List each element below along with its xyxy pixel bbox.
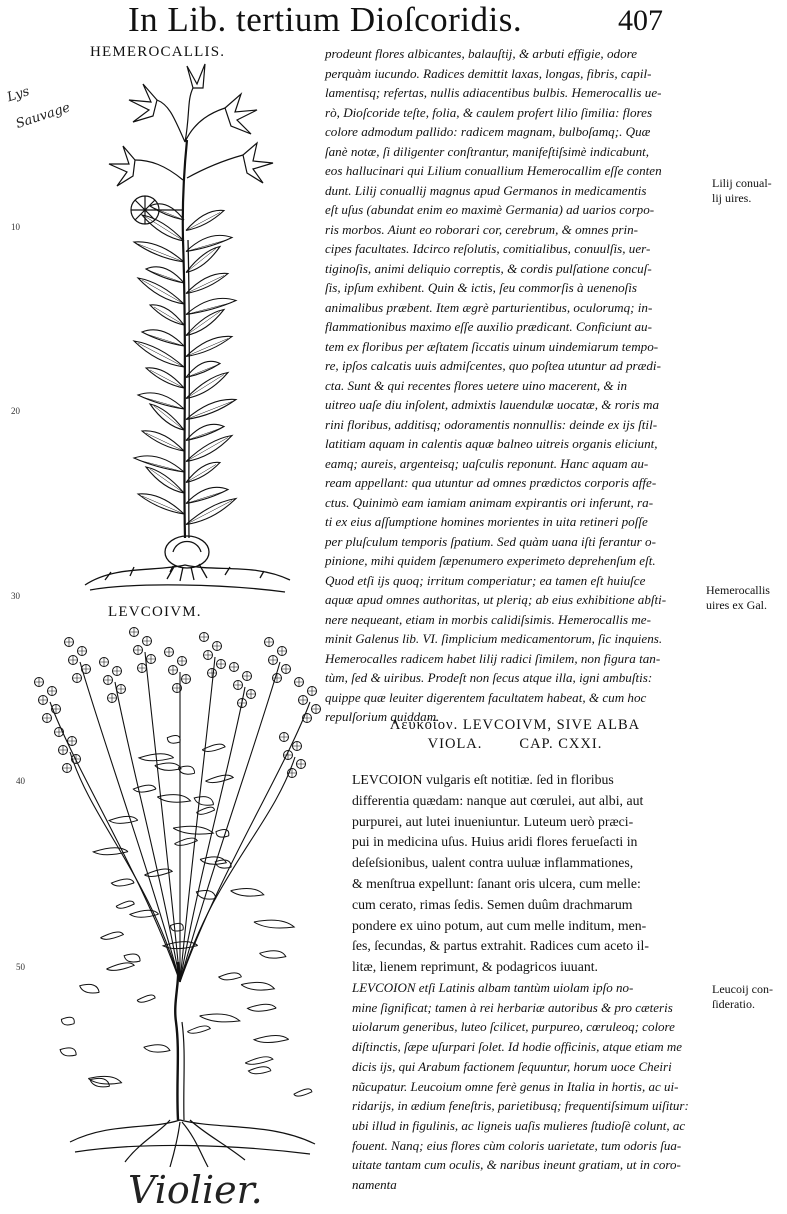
leaf bbox=[206, 775, 234, 782]
leaf bbox=[137, 995, 155, 1002]
flower-petal bbox=[130, 628, 138, 636]
leucoium-commentary: LEVCOION etſi Latinis albam tantùm uiolam ipſo no- mine ſignificat; tamen à rei herbariæ autoribus & pro cæteris uiolarum generibus, luteo ſcilicet, purpureo, cœruleoq; colore diſtinctis, ſæpe uſurpari ſolet. Id hodie officinis, atque etiam me dicis ijs, qui Arabum factionem ſequuntur, horum uoce Cheiri nũcupatur. Leucoium omne ferè genus in Italia in hortis, ac ui- ridarijs, in ædium feneſtris, parietibusq; frequentiſsimum uiſitur: ubi illud in figulinis, ac ligneis uaſis mulieres ſtudioſè colunt, ac fouent. Nanq; eius flores cùm coloris uarietate, tum odoris ſua- uitate tantam cum oculis, & naribus ineunt gratiam, ut in coro- namenta bbox=[352, 980, 689, 1193]
leaf bbox=[167, 736, 180, 744]
chapter-heading-line1: Λευκόϊον. LEVCOIVM, SIVE ALBA bbox=[389, 717, 641, 733]
flower-petal bbox=[312, 705, 320, 713]
leaf bbox=[60, 1048, 76, 1056]
flower-petal bbox=[213, 642, 221, 650]
figure-caption-hemerocallis: HEMEROCALLIS. bbox=[90, 44, 226, 60]
flower-petal bbox=[48, 687, 56, 695]
leaf bbox=[186, 361, 220, 377]
leaf-vein bbox=[186, 438, 228, 462]
flower-petal bbox=[35, 678, 43, 686]
leaf bbox=[133, 785, 156, 792]
leaf bbox=[61, 1017, 74, 1025]
leaf-vein bbox=[186, 312, 220, 336]
leaf bbox=[186, 487, 228, 503]
chapter-heading-line2: VIOLA. CAP. CXXI. bbox=[427, 736, 603, 752]
flower-petal bbox=[63, 764, 71, 772]
flower-petal bbox=[247, 690, 255, 698]
flower-petal bbox=[297, 760, 305, 768]
leaf bbox=[186, 424, 224, 440]
leaf bbox=[254, 1036, 289, 1043]
flower-petal bbox=[308, 687, 316, 695]
leaf-vein bbox=[154, 406, 184, 430]
leaf bbox=[111, 879, 134, 886]
line-number: 20 bbox=[11, 406, 20, 416]
flower-petal bbox=[295, 678, 303, 686]
leaf bbox=[171, 923, 184, 931]
flower-petal bbox=[134, 646, 142, 654]
leaf bbox=[101, 932, 124, 939]
leaf bbox=[157, 795, 190, 803]
leaf-vein bbox=[186, 249, 216, 273]
flower-petal bbox=[147, 655, 155, 663]
leaf bbox=[248, 1067, 271, 1074]
line-number: 50 bbox=[16, 962, 25, 972]
flower-petal bbox=[282, 665, 290, 673]
leaf bbox=[294, 1089, 312, 1096]
flower-petal bbox=[73, 674, 81, 682]
flower-petal bbox=[52, 705, 60, 713]
leaf bbox=[186, 235, 232, 251]
flower-petal bbox=[165, 648, 173, 656]
stem bbox=[180, 757, 295, 982]
flower-petal bbox=[230, 663, 238, 671]
flower-petal bbox=[238, 699, 246, 707]
leaf bbox=[173, 826, 213, 834]
leaf-vein bbox=[150, 469, 184, 493]
leaf bbox=[245, 1057, 273, 1065]
leaf bbox=[216, 829, 229, 837]
flower-petal bbox=[169, 666, 177, 674]
flower-petal bbox=[138, 664, 146, 672]
leaf bbox=[248, 1004, 277, 1011]
stem bbox=[180, 657, 215, 982]
leaf bbox=[241, 982, 274, 990]
leaf-vein bbox=[146, 217, 184, 241]
line-number: 30 bbox=[11, 591, 20, 601]
leaf-vein bbox=[186, 501, 232, 525]
stem bbox=[70, 752, 180, 982]
handwritten-note-top: Lys Sauvage bbox=[5, 84, 73, 132]
flower-petal bbox=[59, 746, 67, 754]
page-number: 407 bbox=[618, 4, 663, 37]
flower-petal bbox=[204, 651, 212, 659]
flower-petal bbox=[280, 733, 288, 741]
flower-petal bbox=[68, 737, 76, 745]
leucoium-text: LEVCOION vulgaris eſt notitiæ. ſed in floribus differentia quædam: nanque aut cœrulei, aut albi, aut purpurei, aut lutei inueniuntur. Luteum uerò præci- pui in medicina uſus. Huius aridi flores ferueſacti in deſeſsionibus, ualent contra uuluæ inflammationes, & menſtrua expellunt: ſanant oris ulcera, cum melle: cum cerato, rimas ſedis. Semen duûm drachmarum pondere ex uino potum, aut cum melle inditum, men- ſes, ſecundas, & partus extrahit. Radices cum aceto il- litæ, lienem reprimunt, & podagricos iuuant. bbox=[352, 772, 649, 975]
flower-petal bbox=[69, 656, 77, 664]
leaf bbox=[146, 267, 184, 283]
leaf bbox=[144, 1045, 170, 1052]
leaf bbox=[179, 766, 195, 774]
stem bbox=[180, 687, 245, 982]
flower-petal bbox=[117, 685, 125, 693]
leaf bbox=[254, 920, 294, 928]
flower-petal bbox=[104, 676, 112, 684]
leaf bbox=[187, 1026, 210, 1033]
leaf bbox=[186, 298, 236, 314]
flower-petal bbox=[217, 660, 225, 668]
margin-note-hemerocallis: Hemerocallis uires ex Gal. bbox=[706, 583, 770, 612]
leaf bbox=[80, 984, 100, 993]
flower-petal bbox=[178, 657, 186, 665]
flower-petal bbox=[43, 714, 51, 722]
flower-petal bbox=[200, 633, 208, 641]
leaf-vein bbox=[138, 343, 184, 367]
leaf bbox=[150, 204, 184, 220]
hemerocallis-woodcut bbox=[75, 60, 300, 600]
flower-petal bbox=[65, 638, 73, 646]
flower-petal bbox=[113, 667, 121, 675]
leaf bbox=[200, 1014, 240, 1022]
leaf bbox=[138, 393, 184, 409]
flower-petal bbox=[78, 647, 86, 655]
stem bbox=[180, 662, 280, 982]
leucoium-woodcut bbox=[30, 622, 330, 1172]
hemerocallis-commentary: prodeunt flores albicantes, balauſtij, & arbuti effigie, odore perquàm iucundo. Radices demittit laxas, longas, fibris, capil- lamentisq; refertas, nullis adiacentibus bulbis. Hemerocallis ue- rò, Dioſcoride teſte, folia, & caulem profert lilio ſimilia: flores colore admodum pallido: radicem magnam, bulboſamq;. Quæ ſanè notæ, ſi diligenter conſtrantur, manifeſtiſsimè indicabunt, eos hallucinari qui Lilium conuallium Hemerocallim eſſe conten dunt. Lilij conuallij magnus apud Germanos in medicamentis eſt uſus (abundat enim eo maximè Germania) ad uarios corpo- ris morbos. Aiunt eo roborari cor, cerebrum, & omnes prin- cipes facultates. Idcirco reſolutis, comitialibus, conuulſis, uer- tiginoſis, animi deliquio correptis, & cordis pulſatione concuſ- ſis, ipſum exhibent. Quin & ictis, ſeu commorſis à uenenoſis animalibus præbent. Item ægrè parturientibus, oculorumq; in- flammationibus maximo eſſe auxilio prædicant. Conficiunt au- tem ex floribus per æſtatem ſiccatis uinum uindemiarum tempo- re, ipſos calcatis uuis admiſcentes, quo poſtea utuntur ad prædi- cta. Sunt & qui recentes flores uetere uino macerent, & in uitreo uaſe diu inſolent, admixtis lauendulæ uocatæ, & roris ma rini floribus, additisq; odoramentis nonnullis: deinde ex ijs ſtil- latitiam aquam in calentis aquæ balneo uitreis organis eliciunt, eamq; aureis, argenteisq; uaſculis reponunt. Hanc aquam au- ream appellant: qua utuntur ad omnes prædictos corporis affe- ctus. Quinimò eam iamiam animam expirantis ori inferunt, ra- ti ex eius aſſumptione homines morientes in uita retineri poſſe per pluſculum temporis ſpatium. Sed quàm uana iſti ferantur o- pinione, mihi quidem ſæpenumero experimeto deprehenſum eſt. Quod etſi ijs quoq; irritum comperiatur; ea tamen eſt huiuſce aquæ apud omnes authoritas, ut plerią; ab eius exhibitione abſti- nere nequeant, etiam in morbis calidiſsimis. Hemerocallis me- minit Galenus lib. VI. ſimplicium medicamentorum, ſic inquiens. Hemerocalles radicem habet lilij radici ſimilem, non figura tan- tùm, ſed & uiribus. Prodeſt non ſecus atque illa, igni ambuſtis: quippe quæ leuiter digerentem facultatem habeat, & cum hoc repulſorium quiddam. bbox=[325, 46, 667, 724]
flower-petal bbox=[100, 658, 108, 666]
handwritten-note-bottom: Violier. bbox=[128, 1168, 263, 1212]
flower-petal bbox=[243, 672, 251, 680]
flower-petal bbox=[265, 638, 273, 646]
margin-note-leucoium: Leucoij con- ſideratio. bbox=[712, 982, 773, 1011]
flower-petal bbox=[278, 647, 286, 655]
flower-petal bbox=[269, 656, 277, 664]
page-title: In Lib. tertium Dioſcoridis. bbox=[128, 0, 523, 39]
flower-petal bbox=[234, 681, 242, 689]
leaf bbox=[194, 797, 213, 806]
stem bbox=[180, 702, 310, 982]
flower-petal bbox=[39, 696, 47, 704]
leaf bbox=[109, 816, 138, 823]
leaf bbox=[142, 330, 184, 346]
leaf bbox=[88, 1076, 121, 1084]
flower-petal bbox=[288, 769, 296, 777]
flower-petal bbox=[182, 675, 190, 683]
leaf-vein bbox=[142, 280, 184, 304]
flower-petal bbox=[208, 669, 216, 677]
line-number: 10 bbox=[11, 222, 20, 232]
flower-petal bbox=[299, 696, 307, 704]
margin-note-lilium: Lilij conual- lij uires. bbox=[712, 176, 772, 205]
leaf bbox=[231, 889, 264, 897]
chapter-heading bbox=[330, 716, 700, 754]
flower-petal bbox=[143, 637, 151, 645]
leaf bbox=[124, 954, 140, 962]
flower-petal bbox=[108, 694, 116, 702]
leaf bbox=[260, 951, 286, 958]
leaf bbox=[219, 973, 242, 980]
leaf bbox=[197, 807, 215, 814]
running-head bbox=[0, 0, 787, 44]
leaf bbox=[116, 901, 134, 908]
leaf-vein bbox=[186, 375, 224, 399]
stem bbox=[115, 682, 180, 982]
leaf bbox=[155, 763, 181, 770]
leaf bbox=[134, 456, 184, 472]
leaf bbox=[90, 1078, 110, 1087]
flower-petal bbox=[293, 742, 301, 750]
figure-caption-leucoium: LEVCOIVM. bbox=[108, 604, 202, 620]
leaf bbox=[107, 963, 135, 971]
line-number: 40 bbox=[16, 776, 25, 786]
